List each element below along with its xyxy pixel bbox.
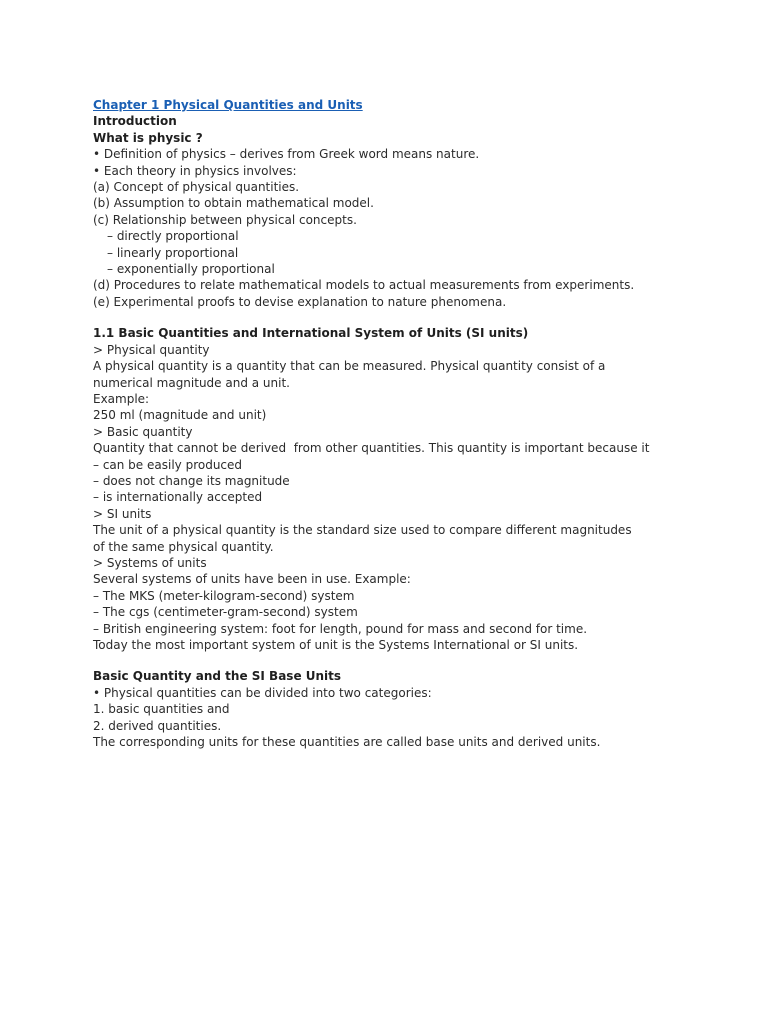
intro-line: • Definition of physics – derives from Greek word means nature. bbox=[93, 147, 480, 162]
section-gap bbox=[93, 310, 733, 325]
section-1-1-line: – does not change its magnitude bbox=[93, 473, 290, 488]
section-1-1-line: A physical quantity is a quantity that can be measured. Physical quantity consist of a bbox=[93, 359, 606, 374]
intro-line: (b) Assumption to obtain mathematical model. bbox=[93, 196, 374, 211]
section-1-1-line: Several systems of units have been in use. Example: bbox=[93, 572, 411, 587]
section-1-1-line: – British engineering system: foot for length, pound for mass and second for time. bbox=[93, 621, 588, 636]
section-1-1-line: Today the most important system of unit is the Systems International or SI units. bbox=[93, 638, 579, 652]
section-1-1-heading: 1.1 Basic Quantities and International System of Units (SI units) bbox=[93, 326, 529, 341]
intro-line: (d) Procedures to relate mathematical models to actual measurements from experiments. bbox=[93, 278, 635, 293]
section-1-1-line: – is internationally accepted bbox=[93, 490, 263, 505]
intro-sub-item: – exponentially proportional bbox=[107, 262, 275, 277]
section-1-1-line: > SI units bbox=[93, 506, 152, 521]
document-content bbox=[93, 97, 733, 750]
introduction-heading: Introduction bbox=[93, 114, 177, 129]
intro-line: • Each theory in physics involves: bbox=[93, 163, 297, 178]
section-1-1-line: of the same physical quantity. bbox=[93, 539, 274, 554]
section-1-1-line: – can be easily produced bbox=[93, 457, 243, 472]
section-1-1-line: – The MKS (meter-kilogram-second) system bbox=[93, 588, 355, 603]
base-units-line: • Physical quantities can be divided into two categories: bbox=[93, 685, 432, 700]
base-units-line: 2. derived quantities. bbox=[93, 718, 222, 733]
section-gap bbox=[93, 653, 733, 668]
intro-line: (a) Concept of physical quantities. bbox=[93, 180, 300, 195]
section-1-1-line: Example: bbox=[93, 391, 150, 406]
section-1-1-line: > Physical quantity bbox=[93, 342, 210, 357]
section-1-1-line: > Systems of units bbox=[93, 555, 207, 570]
intro-sub-item: – linearly proportional bbox=[107, 245, 239, 260]
intro-sub-item: – directly proportional bbox=[107, 229, 239, 244]
intro-line: (c) Relationship between physical concepts. bbox=[93, 212, 357, 227]
chapter-title-link[interactable]: Chapter 1 Physical Quantities and Units bbox=[93, 98, 363, 112]
question-heading: What is physic ? bbox=[93, 130, 203, 145]
section-1-1-line: numerical magnitude and a unit. bbox=[93, 375, 290, 390]
section-1-1-line: 250 ml (magnitude and unit) bbox=[93, 408, 267, 423]
base-units-line: The corresponding units for these quantities are called base units and derived units. bbox=[93, 735, 601, 750]
section-1-1-line: The unit of a physical quantity is the standard size used to compare different magnitudes bbox=[93, 523, 632, 538]
section-1-1-line: > Basic quantity bbox=[93, 424, 193, 439]
base-units-line: 1. basic quantities and bbox=[93, 702, 230, 717]
section-1-1-line: – The cgs (centimeter-gram-second) system bbox=[93, 605, 358, 620]
base-units-heading: Basic Quantity and the SI Base Units bbox=[93, 669, 342, 684]
intro-line: (e) Experimental proofs to devise explanation to nature phenomena. bbox=[93, 294, 507, 309]
section-1-1-line: Quantity that cannot be derived from other quantities. This quantity is important because it bbox=[93, 441, 650, 456]
